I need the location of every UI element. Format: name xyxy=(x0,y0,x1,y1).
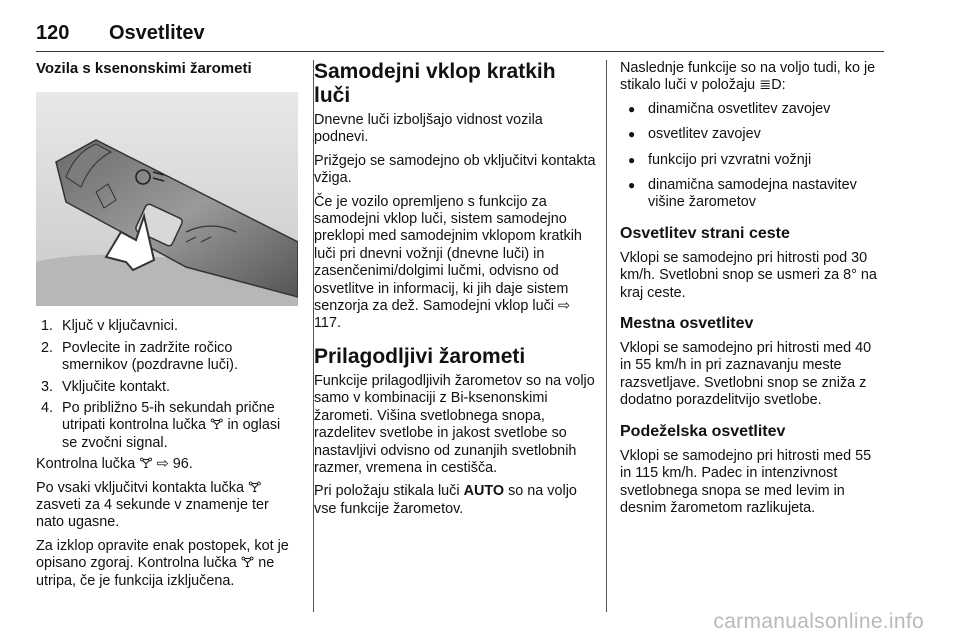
list-item: 1. Ključ v ključavnici. xyxy=(41,318,178,335)
body-text: Prižgejo se samodejno ob vključitvi kontakta vžiga. xyxy=(314,152,596,187)
body-text: Vklopi se samodejno pri hitrosti pod 30 km/h. Svetlobni snop se usmeri za 8° na kraj ceste. xyxy=(620,249,877,301)
body-text: Funkcije prilagodljivih žarometov so na voljo samo v kombinaciji z Bi-ksenonskimi žarometi. Višina svetlobnega snopa, razdelitev svetlobe in jakost svetlobe so nastavljivi odvisno od zunanjih svetlobnih razmer, vremena in cestišča. xyxy=(314,372,595,476)
list-item: ● dinamična osvetlitev zavojev xyxy=(628,100,831,117)
list-item: ● funkcijo pri vzvratni vožnji xyxy=(628,151,812,168)
section-heading: Mestna osvetlitev xyxy=(620,315,754,333)
body-text: Vklopi se samodejno pri hitrosti med 40 in 55 km/h in pri zaznavanju meste razsvetljave. Svetlobni snop se zniža z dodatno porazdelitvijo svetlobe. xyxy=(620,340,872,409)
headlight-lever-illustration xyxy=(36,92,298,306)
column-left xyxy=(36,60,298,590)
list-item: 4. Po približno 5-ih sekundah prične utripati kontrolna lučka 🝖 in oglasi se zvočni signal. xyxy=(41,400,281,451)
list-item: ● osvetlitev zavojev xyxy=(628,126,761,143)
body-text: Po vsaki vključitvi kontakta lučka 🝖 zasveti za 4 sekunde v znamenje ter nato ugasne. xyxy=(36,479,269,531)
auto-label: AUTO xyxy=(463,483,505,500)
body-text: Pri položaju stikala luči AUTO so na voljo vse funkcije žarometov. xyxy=(314,483,577,517)
reference-text: Kontrolna lučka 🝖 ⇨ 96. xyxy=(36,456,193,473)
page-title: Osvetlitev xyxy=(109,22,205,44)
section-heading: Samodejni vklop kratkih luči xyxy=(314,60,556,107)
column-middle xyxy=(314,60,596,518)
section-heading: Podeželska osvetlitev xyxy=(620,422,786,440)
section-heading: Osvetlitev strani ceste xyxy=(620,224,790,242)
illustration-lever xyxy=(36,92,298,306)
watermark: carmanualsonline.info xyxy=(713,610,924,633)
list-item: 2. Povlecite in zadržite ročico smernikov (pozdravne luči). xyxy=(41,339,238,374)
column-right xyxy=(620,60,886,517)
page-number: 120 xyxy=(36,22,70,44)
body-text: Naslednje funkcije so na voljo tudi, ko je stikalo luči v položaju ≣D: xyxy=(620,60,876,94)
list-item: 3. Vključite kontakt. xyxy=(41,378,170,395)
features-list xyxy=(620,101,886,212)
list-item: ● dinamična samodejna nastavitev višine žarometov xyxy=(628,177,857,211)
section-heading: Prilagodljivi žarometi xyxy=(314,344,526,368)
steps-list xyxy=(36,318,298,452)
body-text: Za izklop opravite enak postopek, kot je opisano zgoraj. Kontrolna lučka 🝖 ne utripa, če je funkcija izključena. xyxy=(36,537,289,589)
body-text: Če je vozilo opremljeno s funkcijo za samodejni vklop luči, sistem samodejno preklopi med samodejnim vklopom kratkih luči pri dnevni vožnji (dnevne luči) in zasenčenimi/dolgimi lučmi, odvisno od osvetlitve in informacij, ki jih daje sistem senzorja za dež. Samodejni vklop luči ⇨ 117. xyxy=(314,193,582,332)
body-text: Vklopi se samodejno pri hitrosti med 55 in 115 km/h. Padec in intenzivnost svetlobnega snopa se med levim in desnim žarometom razlikujeta. xyxy=(620,447,872,516)
header-rule xyxy=(36,51,884,52)
column-divider xyxy=(606,60,607,612)
body-text: Dnevne luči izboljšajo vidnost vozila podnevi. xyxy=(314,112,543,146)
section-heading: Vozila s ksenonskimi žarometi xyxy=(36,60,252,77)
page-header xyxy=(36,22,884,48)
